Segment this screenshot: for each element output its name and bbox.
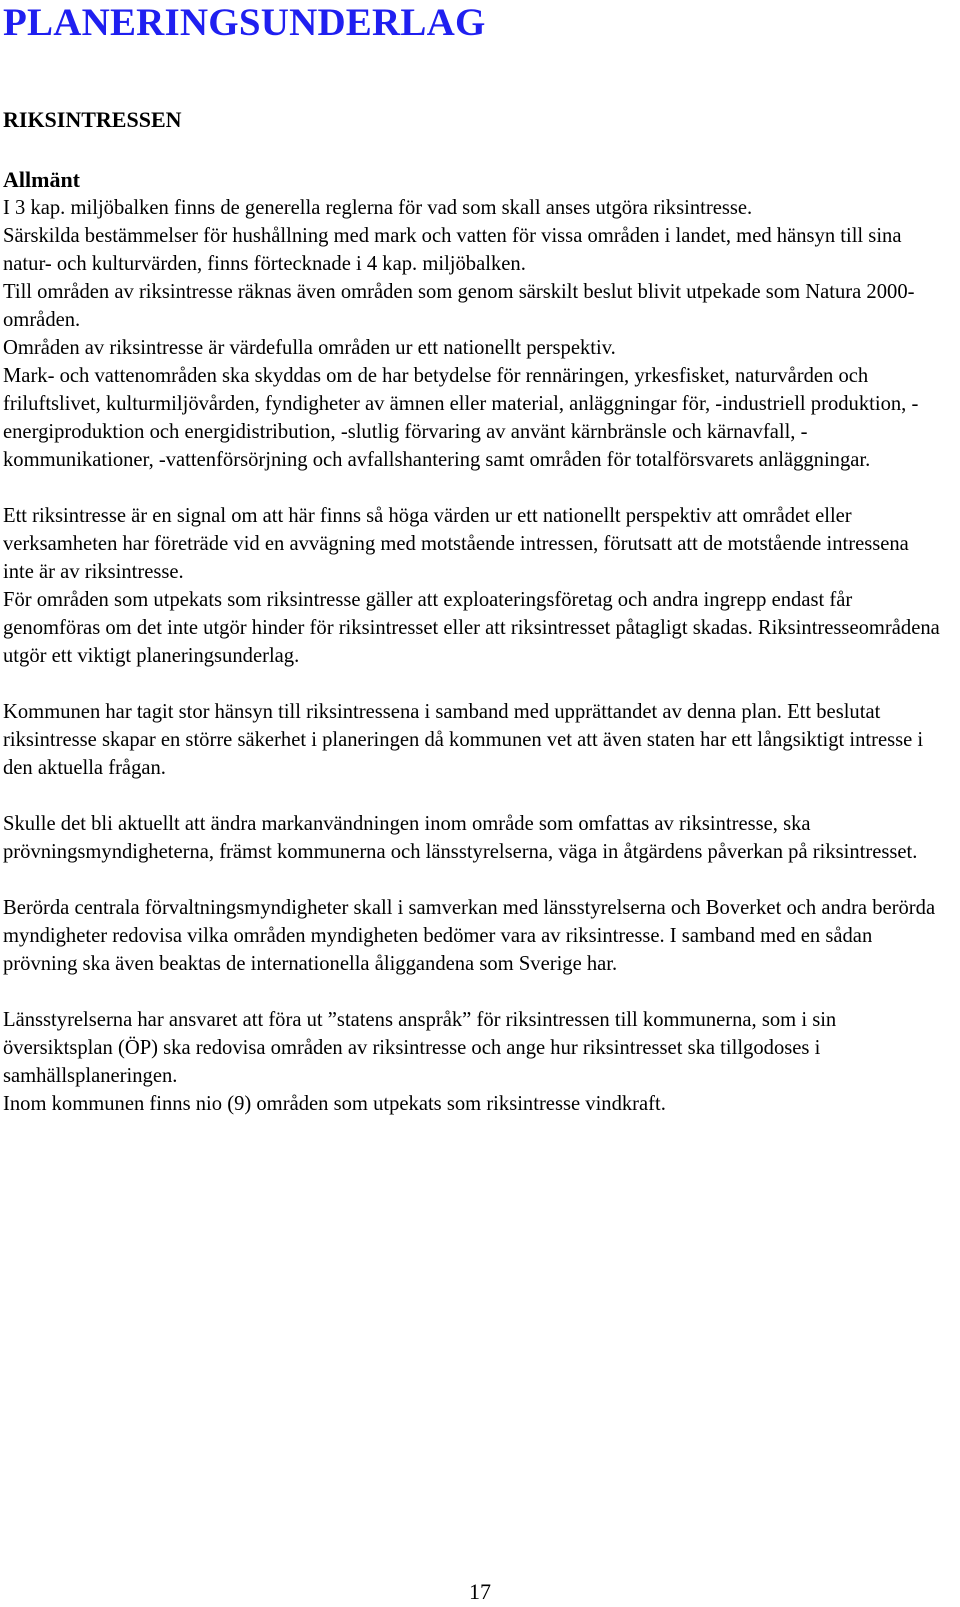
paragraph-4: Områden av riksintresse är värdefulla områden ur ett nationellt perspektiv. bbox=[3, 337, 616, 359]
document-page bbox=[3, 0, 943, 1118]
paragraph-8: Kommunen har tagit stor hänsyn till riksintressena i samband med upprättandet av denna plan. Ett beslutat riksintresse skapar en större säkerhet i planeringen då kommunen vet att även staten har ett långsiktigt intresse i den aktuella frågan. bbox=[3, 701, 924, 779]
paragraph-5: Mark- och vattenområden ska skyddas om de har betydelse för rennäringen, yrkesfisket, naturvården och friluftslivet, kulturmiljövården, fyndigheter av ämnen eller material, anläggningar för, -industriell produktion, -energiproduktion och energidistribution, -slutlig förvaring av använt kärnbränsle och kärnavfall, -kommunikationer, -vattenförsörjning och avfallshantering samt områden för totalförsvarets anläggningar. bbox=[3, 365, 919, 471]
subsection-title: Allmänt bbox=[3, 167, 80, 192]
paragraph-3: Till områden av riksintresse räknas även områden som genom särskilt beslut blivit utpekade som Natura 2000-områden. bbox=[3, 281, 915, 331]
section-title: RIKSINTRESSEN bbox=[3, 107, 182, 132]
page-number: 17 bbox=[469, 1579, 491, 1604]
paragraph-11: Länsstyrelserna har ansvaret att föra ut ”statens anspråk” för riksintressen till kommunerna, som i sin översiktsplan (ÖP) ska redovisa områden av riksintresse och ange hur riksintresset ska tillgodoses i samhällsplaneringen. bbox=[3, 1009, 837, 1087]
paragraph-2: Särskilda bestämmelser för hushållning med mark och vatten för vissa områden i landet, med hänsyn till sina natur- och kulturvärden, finns förtecknade i 4 kap. miljöbalken. bbox=[3, 225, 902, 275]
paragraph-10: Berörda centrala förvaltningsmyndigheter skall i samverkan med länsstyrelserna och Boverket och andra berörda myndigheter redovisa vilka områden myndigheten bedömer vara av riksintresse. I samband med en sådan prövning ska även beaktas de internationella åliggandena som Sverige har. bbox=[3, 897, 936, 975]
paragraph-6: Ett riksintresse är en signal om att här finns så höga värden ur ett nationellt perspektiv att området eller verksamheten har företräde vid en avvägning med motstående intressen, förutsatt att de motstående intressena inte är av riksintresse. bbox=[3, 505, 909, 583]
paragraph-9: Skulle det bli aktuellt att ändra markanvändningen inom område som omfattas av riksintresse, ska prövningsmyndigheterna, främst kommunerna och länsstyrelserna, väga in åtgärdens påverkan på riksintresset. bbox=[3, 813, 918, 863]
paragraph-12: Inom kommunen finns nio (9) områden som utpekats som riksintresse vindkraft. bbox=[3, 1093, 666, 1115]
paragraph-7: För områden som utpekats som riksintresse gäller att exploateringsföretag och andra ingrepp endast får genomföras om det inte utgör hinder för riksintresset eller att riksintresset påtagligt skadas. Riksintresseområdena utgör ett viktigt planeringsunderlag. bbox=[3, 589, 940, 667]
document-title: PLANERINGSUNDERLAG bbox=[3, 1, 486, 44]
paragraph-1: I 3 kap. miljöbalken finns de generella reglerna för vad som skall anses utgöra riksintresse. bbox=[3, 197, 753, 219]
